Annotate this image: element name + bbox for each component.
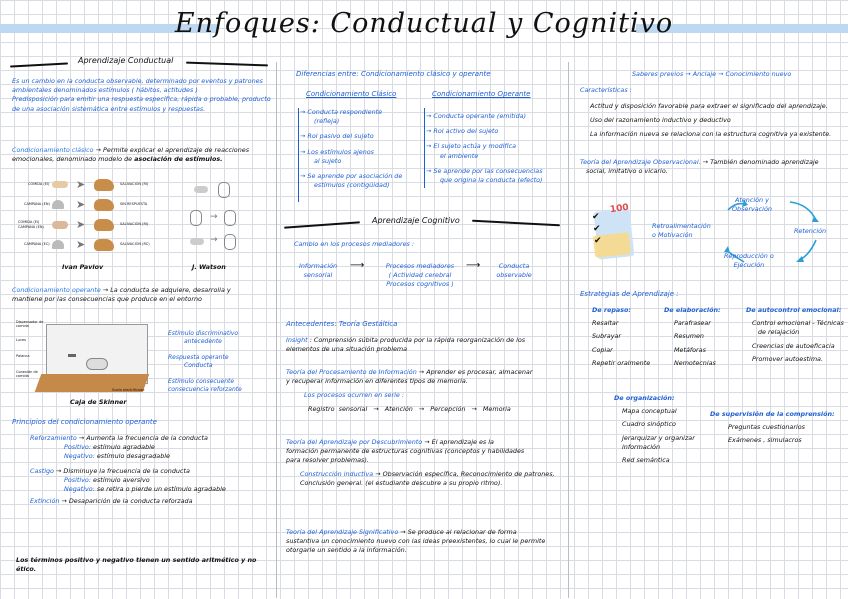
arrow-icon: →	[718, 70, 726, 78]
clasico-item	[300, 172, 418, 190]
pavlov-row-right: SIN RESPUESTA	[120, 202, 148, 206]
cycle-arrow	[800, 240, 816, 260]
organizacion-group	[614, 394, 706, 465]
negativo-label: Negativo:	[64, 452, 95, 461]
arrow-icon: →	[300, 172, 306, 181]
cycle-atencion	[732, 196, 772, 214]
antecedentes: Antecedentes: Teoría Gestáltica	[286, 320, 398, 328]
construccion-label: Construcción inductiva	[300, 469, 374, 478]
principles-title: Principios del condicionamiento operante	[12, 418, 157, 426]
dog-icon	[94, 179, 114, 191]
operante-item-text: El sujeto actúa y modifica	[433, 142, 517, 151]
clasico-item	[300, 108, 418, 126]
repaso-item: Repetir oralmente	[592, 358, 651, 367]
construccion-text: Observación específica, Reconocimiento de patrones,	[382, 469, 555, 478]
elaboracion-item: Metáforas	[674, 345, 706, 354]
operante-item	[426, 142, 566, 160]
arrow-icon: ➤	[76, 218, 86, 231]
dog-icon	[94, 239, 114, 251]
organizacion-item: Mapa conceptual	[622, 407, 677, 416]
organizacion-item: Jerarquizar y organizar	[622, 433, 695, 442]
checklist-icon	[590, 204, 636, 260]
clasico-item-text: Conducta respondiente	[307, 108, 383, 116]
flow-text: Conocimiento nuevo	[725, 70, 792, 78]
left-header-line-l	[10, 62, 68, 67]
pavlov-illustration	[14, 176, 164, 260]
pavlov-row-right: SALIVACIÓN (RI)	[120, 222, 149, 226]
clasico-text: Permite explicar el aprendizaje de reacciones	[103, 146, 250, 154]
extincion-label: Extinción	[30, 497, 60, 506]
flow-text: Anclaje	[692, 70, 717, 78]
cycle-text: Ejecución	[733, 261, 765, 270]
refuerzo-positivo: estímulo agradable	[93, 443, 155, 452]
memoria-item: Percepción	[430, 404, 466, 413]
skinner-note: Conducta	[184, 362, 213, 369]
baby-icon	[218, 182, 230, 198]
badge-100: 100	[609, 202, 630, 216]
tpi-label: Teoría del Procesamiento de Información	[286, 368, 417, 376]
middle-header-line-r	[472, 220, 560, 227]
arrow-icon: →	[424, 438, 430, 446]
cycle-reproduccion	[724, 252, 774, 270]
clasico-item-text: al sujeto	[314, 156, 342, 165]
insight-text: : Comprensión súbita producida por la rápida reorganización de los	[309, 336, 526, 344]
pavlov-row-left: CAMPANA (EC)	[24, 242, 50, 246]
caracteristicas-list	[590, 102, 846, 140]
repaso-title: De repaso:	[592, 306, 631, 314]
elaboracion-group	[664, 306, 744, 368]
memoria-item: Atención	[384, 404, 413, 413]
cycle-retroalimentacion	[652, 222, 711, 240]
procesos-serie: Los procesos ocurren en serie :	[304, 391, 405, 400]
check-icon: ✔	[592, 212, 600, 222]
flow-text: Procesos mediadores	[385, 262, 455, 270]
skinner-box-illustration	[16, 318, 156, 398]
intro-line: de una asociación sistemática entre estímulos y respuestas.	[12, 104, 206, 113]
flow-text: Procesos cognitivos )	[386, 280, 454, 289]
rat-icon	[86, 358, 108, 370]
arrow-icon: →	[426, 166, 432, 175]
insight-text: elementos de una situación problema	[286, 345, 408, 354]
arrow-icon: ⟶	[466, 260, 481, 271]
operante-item-text: el ambiente	[440, 151, 479, 160]
significativo-text: Se produce al relacionar de forma	[407, 528, 517, 536]
memoria-item: Memoria	[482, 404, 511, 413]
significativo-block	[286, 528, 566, 556]
repaso-group	[592, 306, 664, 368]
castigo-negativo: se retira o pierde un estímulo agradable	[96, 485, 226, 494]
repaso-item: Resaltar	[592, 319, 619, 328]
cycle-text: o Motivación	[652, 231, 693, 240]
estrategias-title: Estrategias de Aprendizaje :	[580, 290, 679, 298]
pavlov-row	[14, 178, 164, 196]
elaboracion-item: Resumen	[674, 332, 704, 341]
significativo-label: Teoría del Aprendizaje Significativo	[286, 528, 399, 536]
arrow-icon: →	[300, 108, 306, 116]
cycle-arrow	[790, 202, 816, 220]
repaso-item: Subrayar	[592, 332, 622, 341]
arrowhead	[812, 216, 819, 222]
operante-item	[426, 127, 566, 136]
skinner-label: Luces	[16, 338, 27, 342]
clasico-items	[300, 108, 418, 190]
principles-list	[30, 434, 270, 506]
caracteristicas-label: Características :	[580, 86, 632, 94]
flow-text: Información	[298, 262, 338, 270]
tpi-block	[286, 368, 566, 414]
cycle-text: Observación	[732, 205, 772, 214]
descubrimiento-text: formación permanente de estructuras cognitivas (conceptos y habilidades	[286, 447, 525, 456]
baby-icon	[224, 234, 236, 250]
supervision-title: De supervisión de la comprensión:	[710, 410, 835, 418]
supervision-group	[710, 410, 840, 446]
negativo-label: Negativo:	[64, 485, 95, 494]
pavlov-row-left: CAMPANA (EN)	[24, 202, 50, 206]
flow-info	[288, 262, 348, 280]
cycle-text: Atención y	[735, 196, 769, 204]
castigo-positivo: estímulo aversivo	[93, 475, 150, 484]
arrow-icon: →	[373, 404, 379, 413]
organizacion-item: Cuadro sinóptico	[622, 420, 676, 429]
operante-items	[426, 112, 566, 185]
flow-cond	[484, 262, 544, 280]
refuerzo-label: Reforzamiento	[30, 434, 77, 442]
arrow-icon: →	[426, 127, 432, 136]
skinner-label: Conexión de comida	[16, 370, 38, 378]
pavlov-row	[14, 238, 164, 256]
cycle-retencion: Retención	[794, 227, 827, 235]
supervision-item: Exámenes , simulacros	[728, 436, 802, 445]
arrow-icon: →	[685, 70, 693, 78]
organizacion-title: De organización:	[614, 394, 675, 402]
extincion-text: Desaparición de la conducta reforzada	[68, 497, 193, 506]
arrow-icon: →	[78, 434, 85, 442]
skinner-note: Estímulo discriminativo	[168, 330, 239, 337]
clasico-text: emocionales, denominado modelo de	[12, 155, 133, 164]
operante-column-title: Condicionamiento Operante	[432, 90, 531, 98]
arrow-icon: →	[102, 286, 109, 294]
left-footer: Los términos positivo y negativo tienen un sentido aritmético y no ético.	[16, 556, 257, 574]
afectivo-title: De autocontrol emocional:	[746, 306, 842, 314]
castigo-text: Disminuye la frecuencia de la conducta	[63, 466, 190, 475]
afectivo-item: Control emocional - Técnicas	[752, 319, 844, 328]
arrow-icon: →	[61, 497, 67, 506]
watson-illustration	[180, 178, 260, 260]
descubrimiento-text: El aprendizaje es la	[431, 438, 494, 446]
clasico-item	[300, 132, 418, 141]
elaboracion-item: Parafrasear	[674, 319, 711, 328]
pavlov-row-left: COMIDA (EI) CAMPANA (EN)	[18, 220, 44, 229]
baby-icon	[190, 210, 202, 226]
arrow-icon: ➤	[76, 198, 86, 211]
significativo-text: otorgarle un sentido a la información.	[286, 546, 407, 555]
operante-item-text: Rol activo del sujeto	[433, 127, 499, 136]
clasico-item	[300, 148, 418, 166]
caracteristica: Uso del razonamiento inductivo y deductivo	[590, 116, 731, 125]
observacional-block	[580, 158, 842, 176]
castigo-label: Castigo	[30, 466, 54, 475]
organizacion-item: Red semántica	[622, 456, 670, 465]
descubrimiento-label: Teoría del Aprendizaje por Descubrimiento	[286, 438, 423, 446]
elaboracion-item: Nemotecnias	[674, 358, 716, 367]
repaso-item: Copiar	[592, 345, 613, 354]
column-divider-2	[568, 62, 569, 598]
arrow-icon: →	[418, 404, 425, 413]
skinner-label: Suelo electrificado	[112, 388, 145, 392]
arrow-icon: →	[56, 466, 62, 475]
construccion-text: Conclusión general. (el estudiante descubre a su propio ritmo).	[300, 478, 503, 487]
diferencias-title: Diferencias entre: Condicionamiento clásico y operante	[296, 70, 491, 78]
middle-header-line-l	[284, 221, 360, 228]
skinner-note: Respuesta operante	[168, 354, 229, 361]
refuerzo-negativo: estímulo desagradable	[96, 452, 170, 461]
intro-line: Predisposición para emitir una respuesta específica, rápida o probable, producto	[12, 95, 271, 104]
arrow-icon: →	[471, 404, 477, 413]
refuerzo-text: Aumenta la frecuencia de la conducta	[86, 434, 208, 442]
arrow-icon: →	[426, 112, 432, 120]
check-icon: ✔	[593, 224, 601, 234]
clasico-item-text: estímulos (contigüidad)	[314, 181, 390, 190]
arrowhead	[796, 256, 804, 262]
rat-icon	[190, 238, 204, 245]
cambio-text: Cambio en los procesos mediadores :	[294, 240, 415, 248]
top-flow	[632, 70, 848, 79]
food-icon	[52, 181, 68, 188]
bell-icon	[52, 200, 64, 209]
clasico-block	[12, 146, 274, 164]
tpi-text: Aprender es procesar, almacenar	[426, 368, 533, 376]
intro-line: ambientales denominados estímulos ( hábitos, actitudes )	[12, 86, 198, 95]
arrow-icon: →	[210, 212, 218, 222]
arrow-icon: ➤	[76, 238, 86, 251]
pavlov-row	[14, 218, 164, 236]
column-divider-1	[276, 62, 277, 598]
pavlov-row-left: COMIDA (EI)	[28, 182, 50, 186]
skinner-label: Dispensador de comida	[16, 320, 44, 328]
operante-item-text: Se aprende por las consecuencias	[433, 166, 543, 175]
operante-label: Condicionamiento operante	[12, 286, 101, 294]
positivo-label: Positivo:	[64, 475, 91, 484]
skinner-note: antecedente	[184, 338, 222, 345]
arrow-icon: →	[702, 158, 709, 166]
arrow-icon: ⟶	[350, 260, 365, 271]
arrow-icon: →	[426, 142, 432, 151]
operante-item	[426, 112, 566, 121]
observacional-text: social, imitativo o vicario.	[586, 167, 668, 176]
cycle-text: Retroalimentación	[652, 222, 711, 230]
skinner-note: consecuencia reforzante	[168, 386, 242, 393]
cycle-text: Reproducción o	[724, 252, 774, 260]
pavlov-row-right: SALIVACIÓN (RC)	[120, 242, 150, 246]
check-icon: ✔	[594, 236, 602, 246]
clasico-label: Condicionamiento clásico	[12, 146, 94, 154]
pavlov-row-right: SALIVACIÓN (RI)	[120, 182, 149, 186]
clasico-item-text: Se aprende por asociación de	[307, 172, 403, 181]
insight-label: Insight	[286, 336, 308, 344]
clasico-item-text: Los estímulos ajenos	[307, 147, 375, 156]
food-bell-icon	[52, 221, 68, 229]
memoria-item: Registro sensorial	[308, 404, 368, 413]
tpi-text: y recuperar información en diferentes tipos de memoria.	[286, 377, 468, 386]
flow-text: Saberes previos	[632, 70, 684, 78]
flow-proc	[370, 262, 470, 290]
flow-text: sensorial	[303, 271, 333, 280]
skinner-label: Palanca	[16, 354, 30, 358]
arrow-icon: →	[300, 132, 306, 141]
caption-pavlov: Ivan Pavlov	[62, 263, 104, 271]
operante-text: mantiene por las consecuencias que produce en el entorno	[12, 295, 202, 304]
intro-line: Es un cambio en la conducta observable, determinado por eventos y patrones	[12, 77, 263, 85]
descubrimiento-text: para resolver problemas).	[286, 456, 369, 465]
clasico-bold: asociación de estímulos.	[134, 155, 223, 164]
clasico-item-text: (refleja)	[314, 117, 340, 126]
pavlov-row	[14, 198, 164, 216]
afectivo-item: de relajación	[758, 328, 800, 337]
caption-skinner: Caja de Skinner	[70, 398, 127, 406]
left-header-line-r	[186, 62, 268, 67]
lever-icon	[68, 354, 76, 357]
descubrimiento-block	[286, 438, 566, 488]
significativo-text: sustantiva un conocimiento nuevo con las ideas preexistentes, lo cual le permite	[286, 537, 546, 546]
arrow-icon: →	[95, 146, 101, 154]
page-title: Enfoques: Conductual y Cognitivo	[174, 8, 674, 39]
organizacion-item: información	[622, 442, 661, 451]
arrow-icon: →	[375, 469, 381, 478]
arrow-icon: →	[418, 368, 425, 376]
insight-block	[286, 336, 566, 354]
operante-item-text: que origina la conducta (efecto)	[440, 176, 543, 185]
baby-icon	[224, 210, 236, 226]
arrow-icon: ➤	[76, 178, 86, 191]
bell-icon	[52, 240, 64, 249]
operante-item-text: Conducta operante (emitida)	[433, 112, 527, 120]
left-header: Aprendizaje Conductual	[78, 56, 174, 65]
operante-text: La conducta se adquiere, desarrolla y	[110, 286, 231, 294]
elaboracion-title: De elaboración:	[664, 306, 721, 314]
flow-text: observable	[496, 271, 532, 280]
observacional-label: Teoría del Aprendizaje Observacional.	[580, 158, 701, 166]
skinner-notes	[168, 330, 272, 394]
flow-text: Conducta	[498, 262, 530, 270]
supervision-item: Preguntas cuestionarios	[728, 423, 805, 432]
left-intro	[12, 77, 274, 114]
memoria-row	[286, 405, 566, 414]
dog-icon	[94, 199, 114, 211]
caracteristica: La información nueva se relaciona con la estructura cognitiva ya existente.	[590, 130, 832, 139]
operante-item	[426, 167, 566, 185]
clasico-column-title: Condicionamiento Clásico	[306, 90, 397, 98]
mediator-flow	[288, 262, 564, 310]
observacional-text: También denominado aprendizaje	[710, 158, 819, 166]
afectivo-item: Creencias de autoeficacia	[752, 341, 835, 350]
caption-watson: J. Watson	[192, 263, 226, 271]
skinner-note: Estímulo consecuente	[168, 378, 235, 385]
positivo-label: Positivo:	[64, 443, 91, 452]
arrow-icon: →	[210, 235, 218, 245]
arrow-icon: →	[300, 147, 306, 156]
dog-icon	[94, 219, 114, 231]
afectivo-item: Promover autoestima.	[752, 354, 823, 363]
operante-block	[12, 286, 274, 304]
clasico-item-text: Rol pasivo del sujeto	[307, 132, 374, 141]
cognitivo-header: Aprendizaje Cognitivo	[372, 216, 460, 225]
caracteristica: Actitud y disposición favorable para extraer el significado del aprendizaje.	[590, 102, 828, 110]
flow-text: ( Actividad cerebral	[388, 271, 452, 280]
afectivo-group	[746, 306, 846, 364]
arrow-icon: →	[400, 528, 406, 536]
rat-icon	[194, 186, 208, 193]
